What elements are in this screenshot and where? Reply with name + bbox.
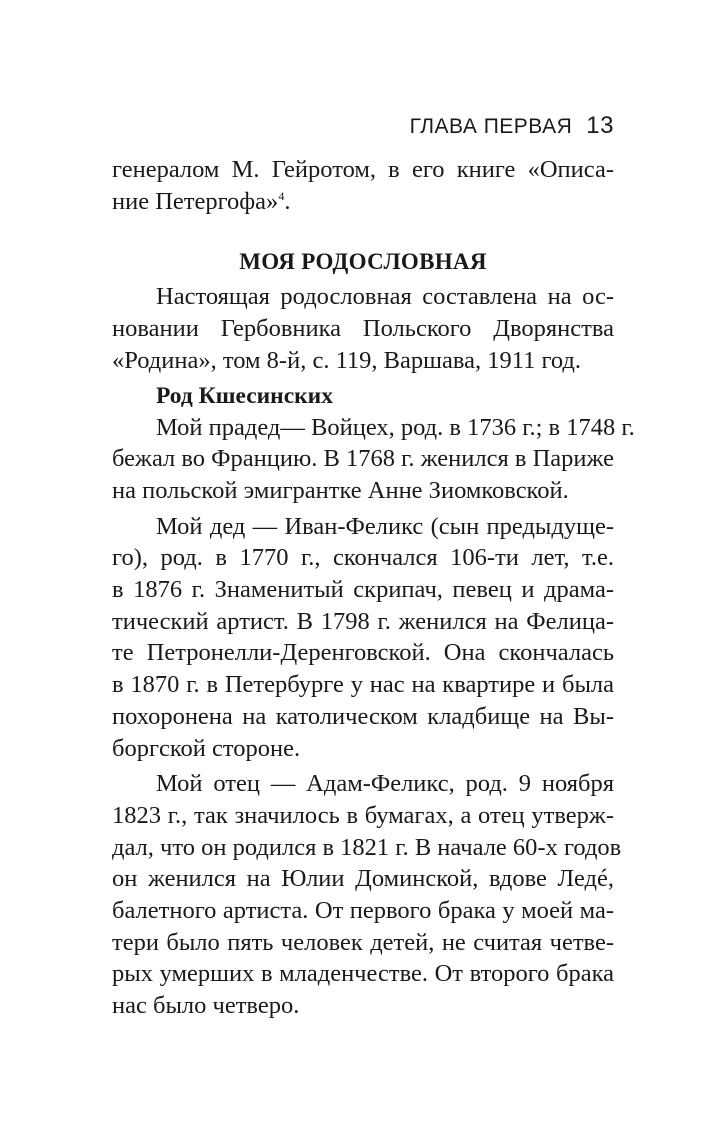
text-line: генералом М. Гейротом, в его книге «Описа- [112, 156, 614, 183]
text-line: Мой дед — Иван-Феликс (сын предыдуще- [156, 512, 614, 540]
page-body [112, 110, 635, 1026]
text-line: Мой прадед— Войцех, род. в 1736 г.; в 1748 г. [156, 413, 635, 441]
text-line: тери было пять человек детей, не считая четве- [112, 928, 614, 956]
text-line: нас было четверо. [112, 992, 300, 1020]
paragraph-sources [112, 281, 614, 376]
section-title: МОЯ РОДОСЛОВНАЯ [239, 249, 487, 275]
intro-paragraph [112, 154, 614, 217]
text-line [112, 186, 614, 218]
text-line: в 1870 г. в Петербурге у нас на квартире и была [112, 671, 614, 699]
text-fragment: ние Петергофа» [112, 187, 279, 215]
text-line: на польской эмигрантке Анне Зиомковской. [112, 476, 569, 504]
text-line: бежал во Францию. В 1768 г. женился в Париже [112, 445, 614, 473]
paragraph-father [112, 768, 622, 1022]
text-line: го), род. в 1770 г., скончался 106-ти лет, т.е. [112, 544, 614, 572]
page-number: 13 [586, 112, 614, 139]
text-line: Мой отец — Адам-Феликс, род. 9 ноября [156, 770, 614, 798]
text-line: дал, что он родился в 1821 г. В начале 60-х годов [112, 833, 622, 861]
text-line: 1823 г., так значилось в бумагах, а отец утверж- [112, 801, 614, 829]
text-fragment: . [284, 187, 291, 215]
text-line: новании Гербовника Польского Дворянства [112, 315, 614, 343]
text-line: он женился на Юлии Доминской, вдове Ледé, [112, 865, 614, 893]
text-line: рых умерших в младенчестве. От второго брака [112, 960, 614, 988]
text-line: балетного артиста. От первого брака у моей ма- [112, 897, 614, 925]
text-line: похоронена на католическом кладбище на Вы- [112, 702, 614, 730]
text-line: тический артист. В 1798 г. женился на Фелица- [112, 607, 614, 635]
paragraph-great-grandfather [112, 412, 635, 507]
text-line: в 1876 г. Знаменитый скрипач, певец и драма- [112, 576, 614, 604]
footnote-ref: 4 [278, 188, 285, 203]
chapter-title: ГЛАВА ПЕРВАЯ [409, 115, 573, 138]
text-line: Настоящая родословная составлена на ос- [156, 283, 614, 311]
text-line: «Родина», том 8-й, с. 119, Варшава, 1911 год. [112, 346, 582, 374]
subsection-title: Род Кшесинских [156, 382, 333, 409]
text-line: те Петронелли-Деренговской. Она скончалась [112, 639, 614, 667]
text-line: боргской стороне. [112, 734, 301, 762]
paragraph-grandfather [112, 511, 614, 765]
